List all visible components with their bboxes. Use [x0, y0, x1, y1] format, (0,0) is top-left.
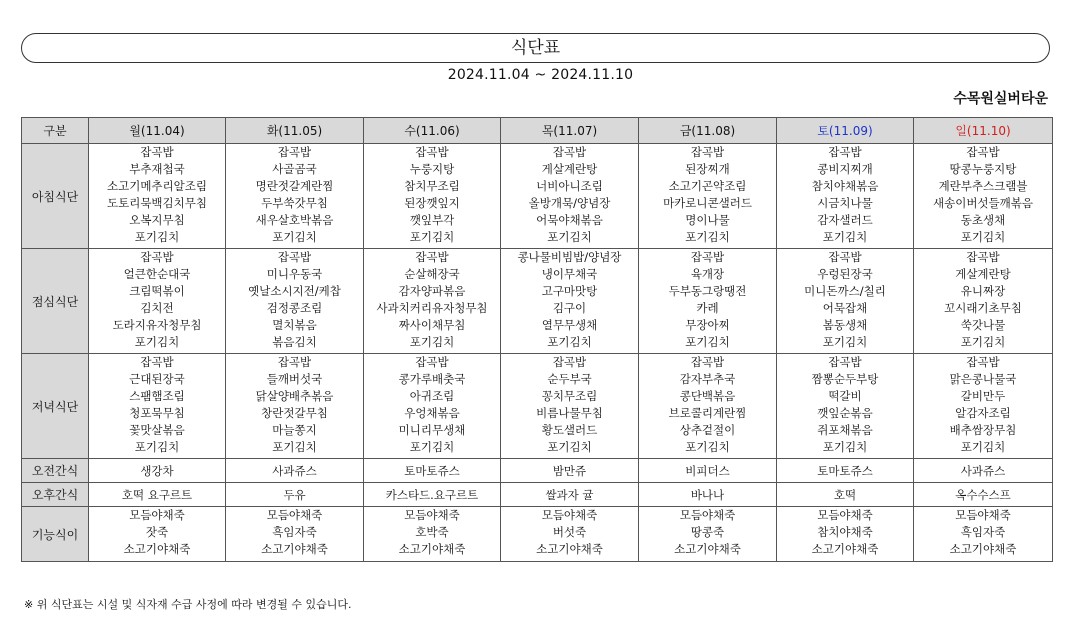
- menu-item: 잡곡밥: [690, 145, 725, 159]
- menu-item: 잡곡밥: [140, 145, 174, 159]
- menu-item: 도라지유자청무침: [112, 318, 202, 332]
- row-label: 아침식단: [22, 144, 89, 249]
- menu-cell-mon: [89, 249, 226, 354]
- menu-cell-thu: 밤만쥬: [501, 459, 639, 483]
- date-range: 2024.11.04 ~ 2024.11.10: [447, 67, 634, 83]
- menu-item: 포기김치: [547, 230, 592, 244]
- menu-cell-fri: [639, 354, 777, 459]
- menu-item: 포기김치: [685, 230, 730, 244]
- menu-item: 땅콩죽: [690, 525, 725, 539]
- row-label: 오전간식: [22, 459, 89, 483]
- menu-item: 잡곡밥: [140, 250, 174, 264]
- menu-item: 멸치볶음: [272, 318, 317, 332]
- functional-diet-row: [22, 507, 1053, 562]
- menu-item: 잡곡밥: [690, 250, 725, 264]
- menu-item: 명란젓갈계란찜: [255, 179, 334, 193]
- menu-item: 감자부추국: [679, 372, 736, 386]
- menu-item: 모듬야채죽: [266, 508, 323, 522]
- menu-cell-sun: [914, 249, 1053, 354]
- menu-item: 사골곰국: [272, 162, 317, 176]
- menu-cell-tue: [226, 144, 364, 249]
- menu-item: 잡곡밥: [690, 355, 725, 369]
- menu-item: 브로콜리계란찜: [668, 406, 747, 420]
- menu-item: 순살해장국: [404, 267, 460, 281]
- menu-item: 된장깻잎지: [404, 196, 460, 210]
- menu-item: 소고기야채죽: [674, 542, 741, 556]
- menu-item: 마늘쫑지: [272, 423, 317, 437]
- facility-name: 수목원실버타운: [953, 91, 1048, 107]
- menu-item: 잣죽: [145, 525, 169, 539]
- menu-item: 잡곡밥: [966, 355, 1000, 369]
- menu-cell-wed: 토마토쥬스: [364, 459, 501, 483]
- menu-item: 김구이: [552, 301, 587, 315]
- menu-item: 참치야채죽: [817, 525, 873, 539]
- menu-item: 검정콩조림: [266, 301, 323, 315]
- menu-item: 쑥갓나물: [960, 318, 1006, 332]
- menu-cell-sat: [777, 144, 914, 249]
- menu-item: 육개장: [690, 267, 725, 281]
- menu-item: 닭살양배추볶음: [255, 389, 334, 403]
- note-line: ※ 위 식단표는 시설 및 식자재 수급 사정에 따라 변경될 수 있습니다.: [24, 598, 352, 611]
- menu-cell-thu: [501, 354, 639, 459]
- menu-item: 카레: [696, 301, 719, 315]
- menu-cell-sun: [914, 354, 1053, 459]
- menu-item: 고구마맛탕: [541, 284, 598, 298]
- menu-item: 포기김치: [960, 335, 1006, 349]
- menu-item: 잡곡밥: [552, 145, 587, 159]
- menu-item: 참치무조림: [404, 179, 460, 193]
- menu-item: 소고기야채죽: [536, 542, 603, 556]
- menu-item: 알감자조림: [955, 406, 1011, 420]
- row-label: 기능식이: [22, 507, 89, 562]
- menu-item: 새송이버섯들깨볶음: [933, 196, 1033, 210]
- table-header-row: [22, 118, 1053, 144]
- menu-item: 잡곡밥: [415, 145, 449, 159]
- day-header-sat: 토(11.09): [777, 118, 914, 144]
- menu-item: 올방개묵/양념장: [528, 196, 611, 210]
- menu-item: 콩가루배춧국: [398, 372, 466, 386]
- menu-cell-tue: [226, 249, 364, 354]
- menu-cell-tue: 두유: [226, 483, 364, 507]
- menu-cell-thu: [501, 507, 639, 562]
- menu-item: 잡곡밥: [966, 250, 1000, 264]
- menu-cell-tue: [226, 507, 364, 562]
- menu-item: 모듬야채죽: [129, 508, 185, 522]
- menu-item: 포기김치: [134, 335, 180, 349]
- menu-item: 게살계란탕: [955, 267, 1011, 281]
- menu-item: 포기김치: [960, 440, 1006, 454]
- menu-item: 꼬시래기초무침: [944, 301, 1022, 315]
- menu-item: 맑은콩나물국: [949, 372, 1017, 386]
- menu-item: 꽁치무조림: [541, 389, 598, 403]
- menu-item: 사과치커리유자청무침: [376, 301, 488, 315]
- row-label: 오후간식: [22, 483, 89, 507]
- menu-item: 갈비만두: [960, 389, 1006, 403]
- menu-item: 청포묵무침: [129, 406, 185, 420]
- menu-cell-fri: 비피더스: [639, 459, 777, 483]
- menu-cell-wed: [364, 144, 501, 249]
- page-title: 식단표: [510, 38, 561, 58]
- menu-item: 소고기야채죽: [123, 542, 191, 556]
- menu-item: 잡곡밥: [277, 355, 312, 369]
- menu-item: 미니우동국: [266, 267, 323, 281]
- menu-item: 감자양파볶음: [398, 284, 466, 298]
- menu-item: 짬뽕순두부탕: [811, 372, 879, 386]
- menu-item: 너비아니조림: [536, 179, 603, 193]
- menu-item: 쥐포채볶음: [817, 423, 873, 437]
- menu-item: 포기김치: [685, 335, 730, 349]
- menu-item: 계란부추스크램블: [938, 179, 1028, 193]
- menu-item: 소고기야채죽: [398, 542, 466, 556]
- menu-item: 모듬야채죽: [679, 508, 736, 522]
- menu-cell-tue: [226, 354, 364, 459]
- menu-item: 김치전: [140, 301, 174, 315]
- menu-item: 땅콩누룽지탕: [949, 162, 1017, 176]
- menu-item: 배추쌈장무침: [949, 423, 1017, 437]
- menu-cell-mon: [89, 144, 226, 249]
- menu-item: 포기김치: [822, 335, 868, 349]
- menu-item: 누룽지탕: [409, 162, 455, 176]
- day-header-sun: 일(11.10): [914, 118, 1053, 144]
- menu-item: 떡갈비: [828, 389, 862, 403]
- menu-item: 부추재첩국: [129, 162, 185, 176]
- menu-cell-sat: [777, 507, 914, 562]
- menu-item: 포기김치: [822, 230, 868, 244]
- menu-item: 꽃맛살볶음: [129, 423, 185, 437]
- menu-item: 어묵잡채: [822, 301, 868, 315]
- menu-item: 볶음김치: [272, 335, 317, 349]
- meal-plan-table: [21, 117, 1053, 562]
- menu-item: 소고기야채죽: [811, 542, 879, 556]
- menu-item: 두부동그랑땡전: [668, 284, 747, 298]
- day-header-thu: 목(11.07): [501, 118, 639, 144]
- menu-cell-fri: [639, 144, 777, 249]
- menu-item: 마카로니콘샐러드: [663, 196, 752, 210]
- menu-item: 포기김치: [409, 440, 455, 454]
- dinner-row: [22, 354, 1053, 459]
- menu-cell-thu: [501, 144, 639, 249]
- afternoon-snack-row: [22, 483, 1053, 507]
- menu-item: 소고기야채죽: [949, 542, 1017, 556]
- menu-cell-wed: [364, 354, 501, 459]
- menu-item: 스팸햄조림: [129, 389, 185, 403]
- menu-item: 된장찌개: [685, 162, 730, 176]
- menu-item: 소고기메추리알조림: [107, 179, 207, 193]
- menu-cell-wed: [364, 507, 501, 562]
- menu-item: 봄동생채: [822, 318, 868, 332]
- day-header-fri: 금(11.08): [639, 118, 777, 144]
- menu-cell-wed: [364, 249, 501, 354]
- menu-item: 잡곡밥: [277, 250, 312, 264]
- menu-item: 크림떡볶이: [129, 284, 185, 298]
- menu-item: 오복지무침: [129, 213, 185, 227]
- menu-item: 동초생채: [960, 213, 1006, 227]
- menu-item: 근대된장국: [129, 372, 185, 386]
- menu-cell-mon: [89, 507, 226, 562]
- menu-item: 포기김치: [822, 440, 868, 454]
- menu-item: 호박죽: [415, 525, 449, 539]
- menu-cell-tue: 사과쥬스: [226, 459, 364, 483]
- day-header-mon: 월(11.04): [89, 118, 226, 144]
- menu-item: 포기김치: [547, 440, 592, 454]
- menu-item: 냉이무채국: [541, 267, 598, 281]
- menu-item: 포기김치: [409, 230, 455, 244]
- menu-item: 소고기야채죽: [261, 542, 328, 556]
- menu-item: 포기김치: [960, 230, 1006, 244]
- menu-item: 감자샐러드: [817, 213, 873, 227]
- menu-cell-sun: [914, 144, 1053, 249]
- menu-item: 잡곡밥: [966, 145, 1000, 159]
- menu-cell-sat: [777, 354, 914, 459]
- menu-item: 콩비지찌개: [817, 162, 873, 176]
- menu-title-banner: [21, 33, 1050, 63]
- menu-item: 포기김치: [547, 335, 592, 349]
- menu-cell-sun: 옥수수스프: [914, 483, 1053, 507]
- corner-header: 구분: [22, 118, 89, 144]
- breakfast-row: [22, 144, 1053, 249]
- menu-item: 비름나물무침: [536, 406, 603, 420]
- menu-cell-sat: 토마토쥬스: [777, 459, 914, 483]
- menu-item: 들깨버섯국: [266, 372, 323, 386]
- menu-item: 새우살호박볶음: [255, 213, 334, 227]
- menu-item: 열무무생채: [541, 318, 598, 332]
- menu-item: 콩단백볶음: [679, 389, 736, 403]
- menu-item: 깻잎부각: [409, 213, 455, 227]
- menu-cell-wed: 카스타드.요구르트: [364, 483, 501, 507]
- menu-item: 짜사이채무침: [398, 318, 466, 332]
- menu-cell-thu: [501, 249, 639, 354]
- menu-cell-mon: 생강차: [89, 459, 226, 483]
- menu-item: 잡곡밥: [415, 250, 449, 264]
- lunch-row: [22, 249, 1053, 354]
- menu-item: 버섯죽: [552, 525, 587, 539]
- menu-item: 우렁된장국: [817, 267, 873, 281]
- menu-item: 잡곡밥: [415, 355, 449, 369]
- menu-item: 모듬야채죽: [817, 508, 873, 522]
- menu-item: 잡곡밥: [552, 355, 587, 369]
- menu-cell-mon: 호떡 요구르트: [89, 483, 226, 507]
- menu-item: 얼큰한순대국: [123, 267, 191, 281]
- menu-item: 아귀조림: [409, 389, 455, 403]
- menu-item: 미니리무생채: [398, 423, 466, 437]
- menu-item: 우엉채볶음: [404, 406, 460, 420]
- row-label: 점심식단: [22, 249, 89, 354]
- menu-cell-fri: [639, 249, 777, 354]
- menu-item: 황도샐러드: [541, 423, 598, 437]
- menu-item: 잡곡밥: [828, 355, 862, 369]
- menu-item: 명이나물: [685, 213, 730, 227]
- menu-item: 콩나물비빔밥/양념장: [517, 250, 622, 264]
- menu-item: 게살계란탕: [541, 162, 598, 176]
- menu-cell-sun: [914, 507, 1053, 562]
- menu-item: 포기김치: [685, 440, 730, 454]
- menu-item: 무장아찌: [685, 318, 730, 332]
- row-label: 저녁식단: [22, 354, 89, 459]
- menu-cell-mon: [89, 354, 226, 459]
- day-header-wed: 수(11.06): [364, 118, 501, 144]
- menu-item: 유니짜장: [960, 284, 1006, 298]
- menu-item: 모듬야채죽: [404, 508, 460, 522]
- menu-item: 흑임자죽: [272, 525, 317, 539]
- menu-item: 잡곡밥: [828, 250, 862, 264]
- menu-cell-sat: 호떡: [777, 483, 914, 507]
- menu-item: 흑임자죽: [960, 525, 1006, 539]
- menu-item: 상추겉절이: [679, 423, 736, 437]
- menu-item: 깻잎순볶음: [817, 406, 873, 420]
- menu-cell-fri: 바나나: [639, 483, 777, 507]
- morning-snack-row: [22, 459, 1053, 483]
- menu-item: 소고기곤약조림: [668, 179, 747, 193]
- menu-cell-sat: [777, 249, 914, 354]
- menu-item: 창란젓갈무침: [261, 406, 328, 420]
- menu-item: 모듬야채죽: [955, 508, 1011, 522]
- notes: [24, 597, 351, 612]
- menu-item: 참치야채볶음: [811, 179, 879, 193]
- menu-item: 포기김치: [134, 440, 180, 454]
- menu-item: 옛날소시지전/케찹: [248, 284, 341, 298]
- menu-item: 시금치나물: [817, 196, 873, 210]
- menu-item: 포기김치: [272, 230, 317, 244]
- menu-item: 도토리묵백김치무침: [107, 196, 207, 210]
- menu-item: 포기김치: [272, 440, 317, 454]
- menu-item: 순두부국: [547, 372, 592, 386]
- menu-item: 두부쑥갓무침: [261, 196, 328, 210]
- menu-item: 어묵야채볶음: [536, 213, 603, 227]
- menu-cell-thu: 쌀과자 귤: [501, 483, 639, 507]
- menu-cell-sun: 사과쥬스: [914, 459, 1053, 483]
- day-header-tue: 화(11.05): [226, 118, 364, 144]
- menu-cell-fri: [639, 507, 777, 562]
- menu-item: 잡곡밥: [140, 355, 174, 369]
- menu-item: 포기김치: [409, 335, 455, 349]
- menu-item: 잡곡밥: [277, 145, 312, 159]
- menu-item: 포기김치: [134, 230, 180, 244]
- menu-item: 모듬야채죽: [541, 508, 598, 522]
- menu-item: 잡곡밥: [828, 145, 862, 159]
- menu-item: 미니돈까스/칠리: [804, 284, 886, 298]
